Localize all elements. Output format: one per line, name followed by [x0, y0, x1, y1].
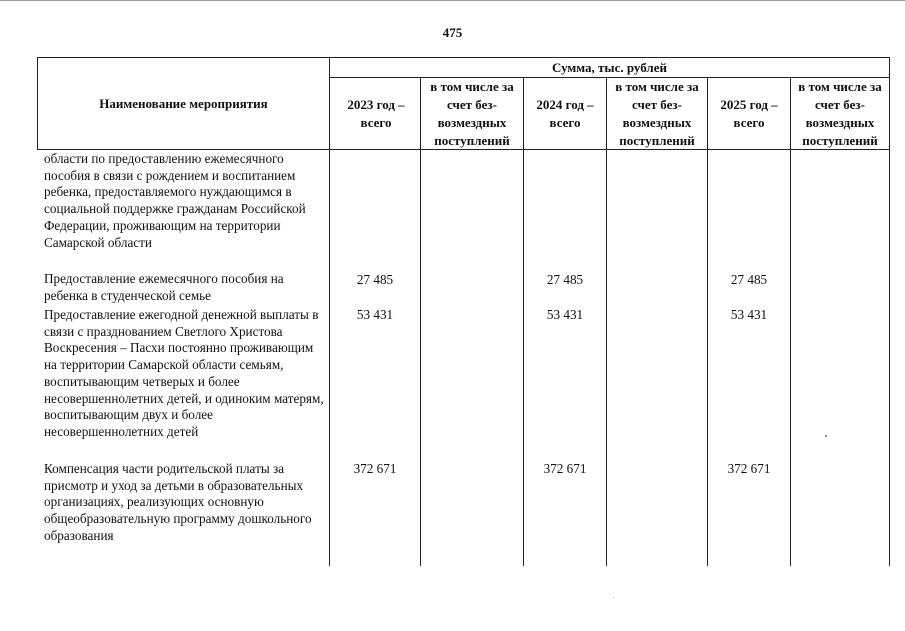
table-cell-2023: 53 431 [356, 307, 394, 322]
col-divider [523, 77, 524, 566]
scan-speck [825, 435, 827, 437]
table-row-name: Компенсация части родительской платы за присмотр и уход за детьми в образовательных организациях, реализующих основную общеобразовательную программу дошкольного образования [44, 461, 312, 543]
page-top-border [0, 0, 905, 1]
table-right-border [889, 57, 890, 566]
table-cell-2023: 372 671 [353, 461, 397, 476]
page-number: 475 [442, 25, 463, 40]
header-2023-gratuitous: в том числе за счет без-возмездных поступлений [430, 78, 514, 148]
table-cell-2024: 27 485 [546, 272, 584, 287]
table-cell-2025: 53 431 [730, 307, 768, 322]
header-2025-gratuitous: в том числе за счет без-возмездных поступлений [798, 78, 882, 148]
table-cell-2025: 372 671 [727, 461, 771, 476]
table-cell-2025: 27 485 [730, 272, 768, 287]
header-name-column: Наименование мероприятия [99, 95, 268, 111]
table-row-name: области по предоставлению ежемесячного пособия в связи с рождением и воспитанием ребенка, предоставляемого нуждающимся в социальной поддержке гражданам Российской Федерации, проживающим на территории Самарской области [44, 151, 306, 250]
table-row-name: Предоставление ежемесячного пособия на ребенка в студенческой семье [44, 271, 284, 303]
col-divider [606, 77, 607, 566]
col-divider [329, 57, 330, 566]
header-2023-total: 2023 год – всего [347, 96, 405, 130]
budget-table [37, 57, 890, 566]
scan-speck [613, 597, 614, 598]
header-2024-total: 2024 год – всего [536, 96, 594, 130]
table-cell-2023: 27 485 [356, 272, 394, 287]
table-cell-2024: 53 431 [546, 307, 584, 322]
col-divider [790, 77, 791, 566]
header-sum-group: Сумма, тыс. рублей [552, 59, 667, 75]
table-row-name: Предоставление ежегодной денежной выплаты в связи с празднованием Светлого Христова Воскресения – Пасхи постоянно проживающим на территории Самарской области семьям, воспитывающим четверых и более несовершеннолетних детей, и одиноким матерям, воспитывающим двух и более несовершеннолетних детей [44, 307, 324, 439]
col-divider [707, 77, 708, 566]
col-divider [420, 77, 421, 566]
header-2024-gratuitous: в том числе за счет без-возмездных поступлений [615, 78, 699, 148]
header-2025-total: 2025 год – всего [720, 96, 778, 130]
table-cell-2024: 372 671 [543, 461, 587, 476]
